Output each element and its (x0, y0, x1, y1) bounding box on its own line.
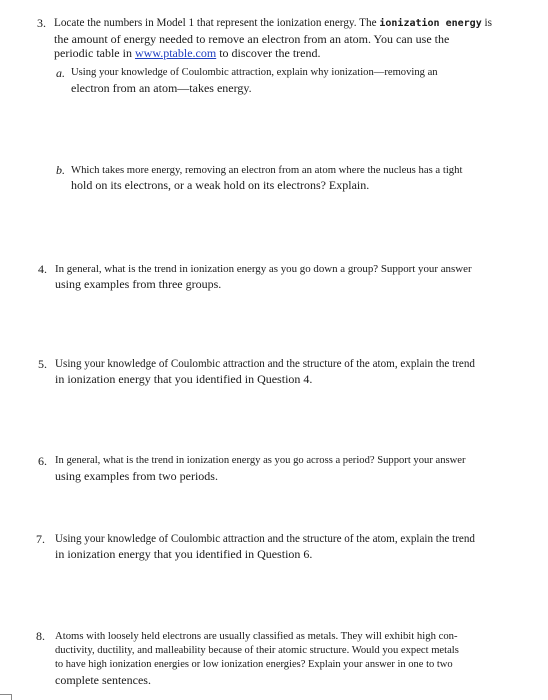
question-text: In general, what is the trend in ionization energy as you go across a period? Support your answer using examples from two periods. (55, 455, 466, 483)
question-number: 3. (37, 16, 46, 30)
question-text: Using your knowledge of Coulombic attraction and the structure of the atom, explain the trend in ionization energy that you identified in Question 4. (55, 358, 475, 386)
question-line: the amount of energy needed to remove an electron from an atom. You can use the (54, 31, 450, 46)
question-line: periodic table in www.ptable.com to discover the trend. (54, 46, 321, 60)
subquestion-text: Using your knowledge of Coulombic attraction, explain why ionization—removing an electron from an atom—takes energy. (71, 67, 438, 95)
question-number: 5. (38, 357, 47, 371)
question-number: 8. (36, 629, 45, 643)
question-3 (37, 16, 517, 60)
question-number: 6. (38, 454, 47, 468)
question-text (54, 16, 517, 61)
question-text: Using your knowledge of Coulombic attraction and the structure of the atom, explain the trend in ionization energy that you identified in Question 6. (55, 533, 475, 561)
page-corner-mark (0, 694, 12, 700)
subquestion-letter: b. (56, 163, 65, 177)
question-text: In general, what is the trend in ionization energy as you go down a group? Support your answer using examples from three groups. (55, 263, 472, 291)
question-text: Atoms with loosely held electrons are usually classified as metals. They will exhibit high con- ductivity, ductility, and malleability because of their atomic structure. Would you expect metals to have high ionization energies or low ionization energies? Explain your answer in one to two complete sentences. (55, 630, 459, 687)
question-number: 4. (38, 262, 47, 276)
subquestion-letter: a. (56, 66, 65, 80)
subquestion-text: Which takes more energy, removing an electron from an atom where the nucleus has a tight hold on its electrons, or a weak hold on its electrons? Explain. (71, 164, 463, 192)
question-number: 7. (36, 532, 45, 546)
ptable-link[interactable]: www.ptable.com (134, 46, 217, 60)
question-line: Locate the numbers in Model 1 that represent the ionization energy. The ionization energy is (54, 17, 492, 29)
bold-term: ionization energy (379, 18, 482, 29)
